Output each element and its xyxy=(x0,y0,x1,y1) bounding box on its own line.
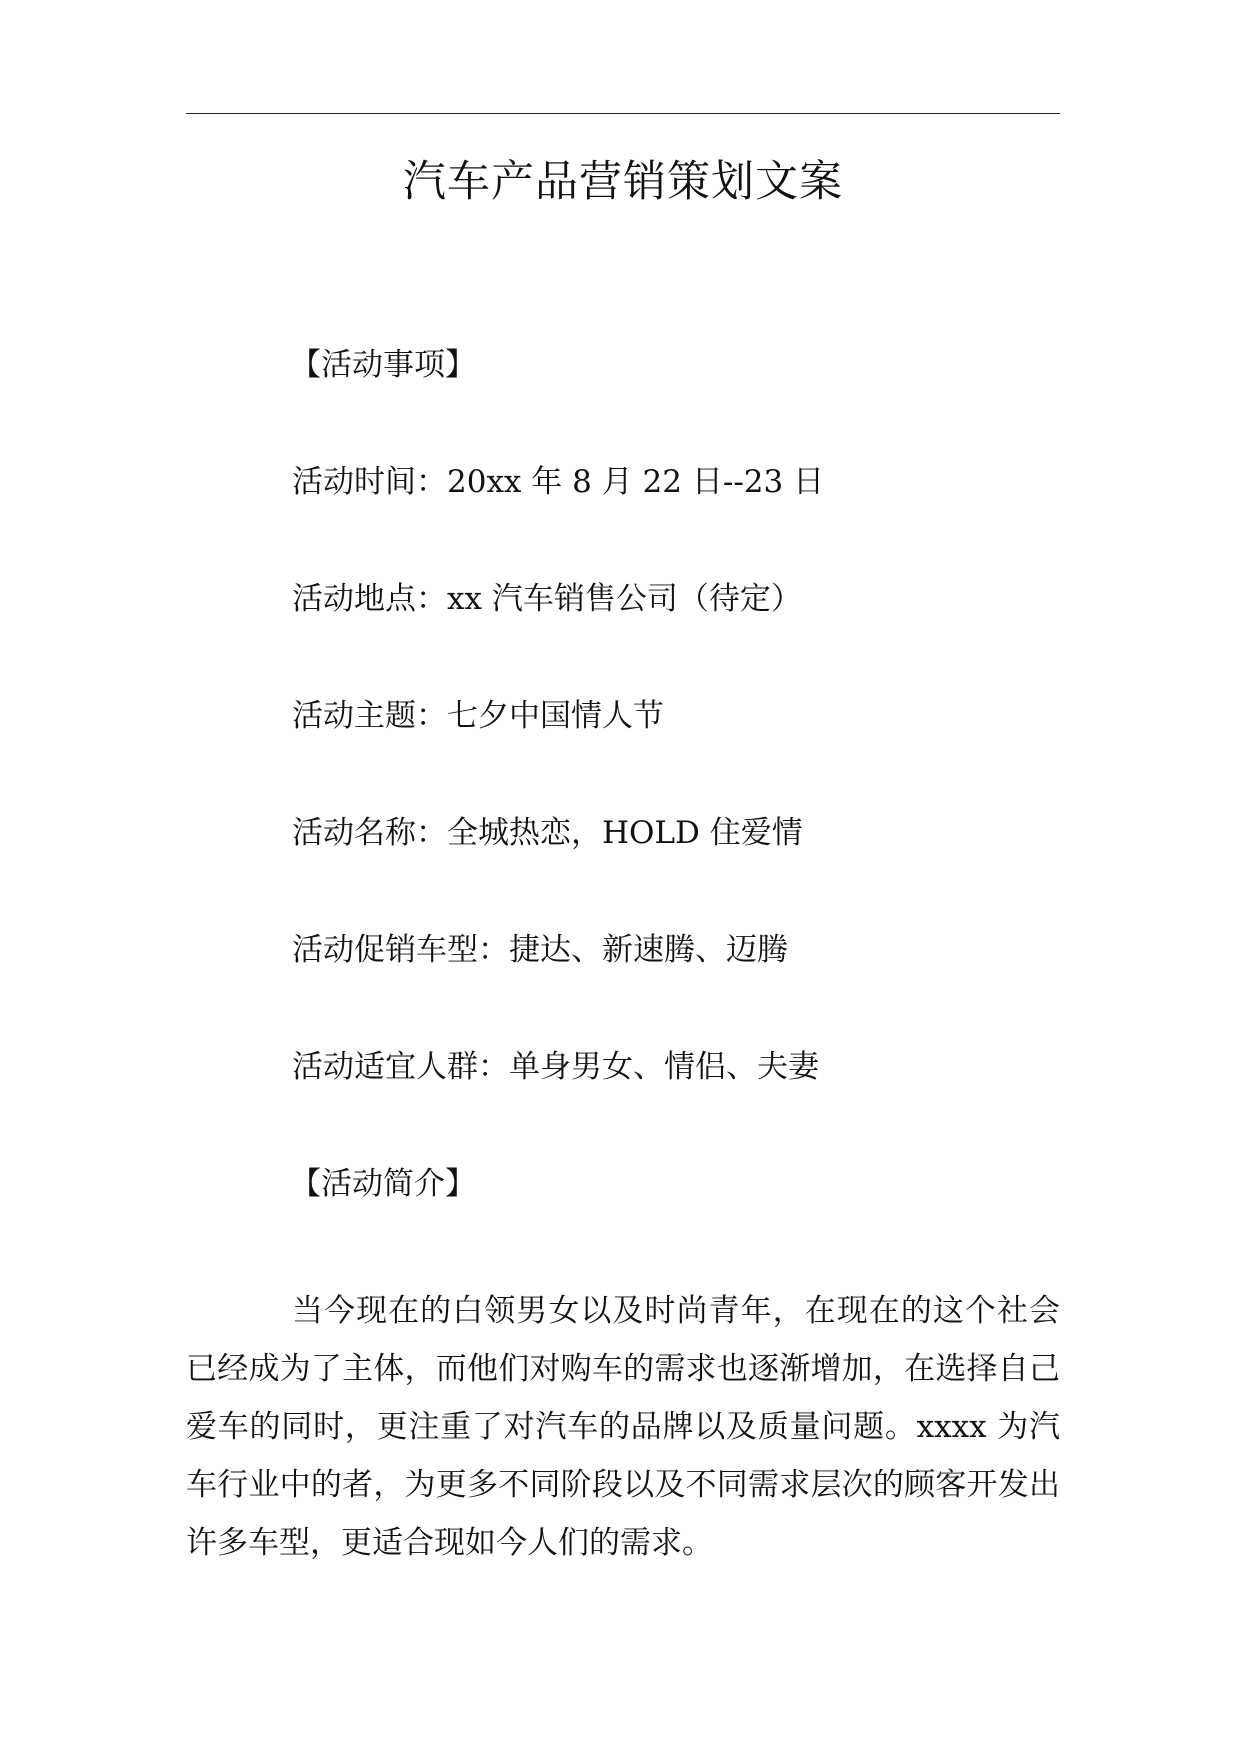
section-heading-activity-intro: 【活动简介】 xyxy=(290,1166,476,1202)
item-activity-name: 活动名称：全城热恋，HOLD 住爱情 xyxy=(292,815,803,851)
document-title: 汽车产品营销策划文案 xyxy=(403,157,843,207)
item-target-audience: 活动适宜人群：单身男女、情侣、夫妻 xyxy=(292,1049,819,1085)
item-activity-theme: 活动主题：七夕中国情人节 xyxy=(292,698,664,734)
intro-paragraph: 当今现在的白领男女以及时尚青年，在现在的这个社会已经成为了主体，而他们对购车的需求也逐渐增加，在选择自己爱车的同时，更注重了对汽车的品牌以及质量问题。xxxx 为汽车行业中的者，为更多不同阶段以及不同需求层次的顾客开发出许多车型，更适合现如今人们的需求。 xyxy=(186,1293,1060,1561)
item-activity-location: 活动地点：xx 汽车销售公司（待定） xyxy=(292,581,802,617)
header-rule xyxy=(186,113,1060,114)
section-heading-activity-items: 【活动事项】 xyxy=(290,347,476,383)
item-activity-time: 活动时间：20xx 年 8 月 22 日--23 日 xyxy=(292,464,825,500)
item-promo-models: 活动促销车型：捷达、新速腾、迈腾 xyxy=(292,932,788,968)
